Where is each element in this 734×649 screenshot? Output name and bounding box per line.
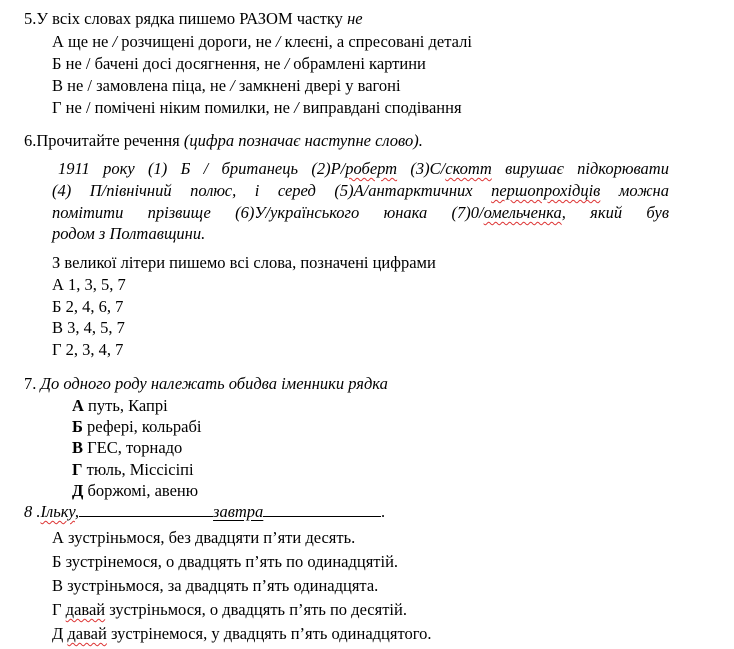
- q8-comma: ,: [74, 502, 80, 521]
- slash-mark: /: [275, 32, 281, 51]
- q8-title: [24, 502, 385, 522]
- option-text: боржомі, авеню: [83, 481, 199, 500]
- answer-blank: [263, 502, 381, 517]
- q6-passage-line-2: [52, 180, 669, 202]
- option-text: Д: [52, 624, 68, 643]
- option-letter: А: [52, 32, 64, 51]
- q6-option-b: Б 2, 4, 6, 7: [52, 297, 124, 316]
- slash-mark: /: [294, 98, 299, 117]
- q7-title-text: До одного роду належать обидва іменники рядка: [40, 374, 388, 393]
- passage-word-flagged: омельченка: [483, 203, 562, 222]
- option-text: А зустріньмося, без двадцяти п’яти десять.: [52, 528, 356, 547]
- option-text: Б зустрінемося, о двадцять п’ять по одинадцятій.: [52, 552, 399, 571]
- option-text: В зустріньмося, за двадцять п’ять одинадцята.: [52, 576, 379, 595]
- q8-option-a: [52, 528, 355, 548]
- q8-option-e: [52, 624, 431, 644]
- q6-option-c: В 3, 4, 5, 7: [52, 318, 125, 337]
- q7-number: 7.: [24, 374, 41, 393]
- q8-option-c: [52, 576, 378, 596]
- q5-option-d: [52, 98, 462, 118]
- option-text: не / замовлена піца, не: [67, 76, 231, 95]
- option-text: ще не: [68, 32, 113, 51]
- q7-option-d: [72, 460, 194, 480]
- q8-option-b: [52, 552, 398, 572]
- q5-title: [24, 9, 363, 29]
- q6-passage-line-4: [52, 224, 205, 244]
- passage-text: можна: [600, 181, 669, 200]
- q6-option-d: Г 2, 3, 4, 7: [52, 340, 124, 359]
- option-letter: Г: [52, 98, 62, 117]
- option-text: рефері, кольрабі: [82, 417, 202, 436]
- option-text: Г: [52, 600, 66, 619]
- q8-word-tomorrow: завтра: [213, 502, 264, 521]
- q5-option-c: [52, 76, 401, 96]
- q8-number: 8 .: [24, 502, 41, 521]
- option-text: зустрінемося, у двадцять п’ять одинадцятого.: [106, 624, 432, 643]
- q7-option-b: [72, 417, 201, 437]
- q6-option-a: А 1, 3, 5, 7: [52, 275, 126, 294]
- option-text: обрамлені картини: [289, 54, 426, 73]
- option-text: путь, Капрі: [83, 396, 168, 415]
- option-text: тюль, Міссісіпі: [82, 460, 194, 479]
- passage-text: 1911 року (1) Б / британець (2)Р/: [58, 159, 346, 178]
- q8-period: .: [381, 502, 386, 521]
- q7-title: [24, 374, 388, 394]
- passage-text: (3)С/: [397, 159, 446, 178]
- q8-word-name: Ільку: [40, 502, 75, 521]
- passage-word-flagged: першопрохідців: [491, 181, 601, 200]
- passage-word-flagged: скотт: [445, 159, 492, 178]
- option-text: розчищені дороги, не: [117, 32, 276, 51]
- option-word-flagged: давай: [65, 600, 106, 619]
- option-letter: В: [52, 76, 64, 95]
- slash-mark: /: [284, 54, 290, 73]
- option-text: клеєні, а спресовані деталі: [280, 32, 472, 51]
- q6-title: [24, 131, 423, 151]
- q6-prompt-text: З великої літери пишемо всі слова, позначені цифрами: [52, 253, 436, 272]
- q5-option-a: [52, 32, 472, 52]
- option-letter: В: [72, 438, 84, 457]
- option-text: ГЕС, торнадо: [83, 438, 183, 457]
- q8-option-d: [52, 600, 407, 620]
- passage-text: , який був: [561, 203, 669, 222]
- option-text: не / помічені ніким помилки, не: [65, 98, 295, 117]
- option-text: не / бачені досі досягнення, не: [65, 54, 285, 73]
- passage-text: родом з Полтавщини.: [52, 224, 206, 243]
- q7-option-e: [72, 481, 198, 501]
- passage-text: вирушає підкорювати: [491, 159, 669, 178]
- option-letter: Б: [52, 54, 62, 73]
- option-text: зустріньмося, о двадцять п’ять по десятій.: [105, 600, 407, 619]
- q5-title-text: 5.У всіх словах рядка пишемо РАЗОМ частку: [24, 9, 348, 28]
- q6-prompt: [52, 253, 436, 273]
- slash-mark: /: [112, 32, 118, 51]
- q6-title-note: (цифра позначає наступне слово).: [183, 131, 423, 150]
- passage-text: помітити прізвище (6)У/українського юнака (7)0/: [52, 203, 484, 222]
- passage-word-flagged: роберт: [345, 159, 398, 178]
- option-letter: Д: [72, 481, 84, 500]
- passage-text: (4) П/північний полюс, і серед (5)А/антарктичних: [52, 181, 492, 200]
- option-text: виправдані сподівання: [298, 98, 462, 117]
- q5-option-b: [52, 54, 426, 74]
- q6-title-text: 6.Прочитайте речення: [24, 131, 184, 150]
- q7-option-a: [72, 396, 168, 416]
- q5-title-particle: не: [347, 9, 363, 28]
- q6-passage-line-3: [52, 202, 669, 224]
- q7-option-c: [72, 438, 182, 458]
- answer-blank: [79, 502, 213, 517]
- option-letter: Б: [72, 417, 83, 436]
- q6-passage-line-1: [58, 158, 669, 180]
- option-word-flagged: давай: [67, 624, 107, 643]
- option-text: замкнені двері у вагоні: [234, 76, 401, 95]
- slash-mark: /: [230, 76, 235, 95]
- option-letter: Г: [72, 460, 83, 479]
- option-letter: А: [72, 396, 84, 415]
